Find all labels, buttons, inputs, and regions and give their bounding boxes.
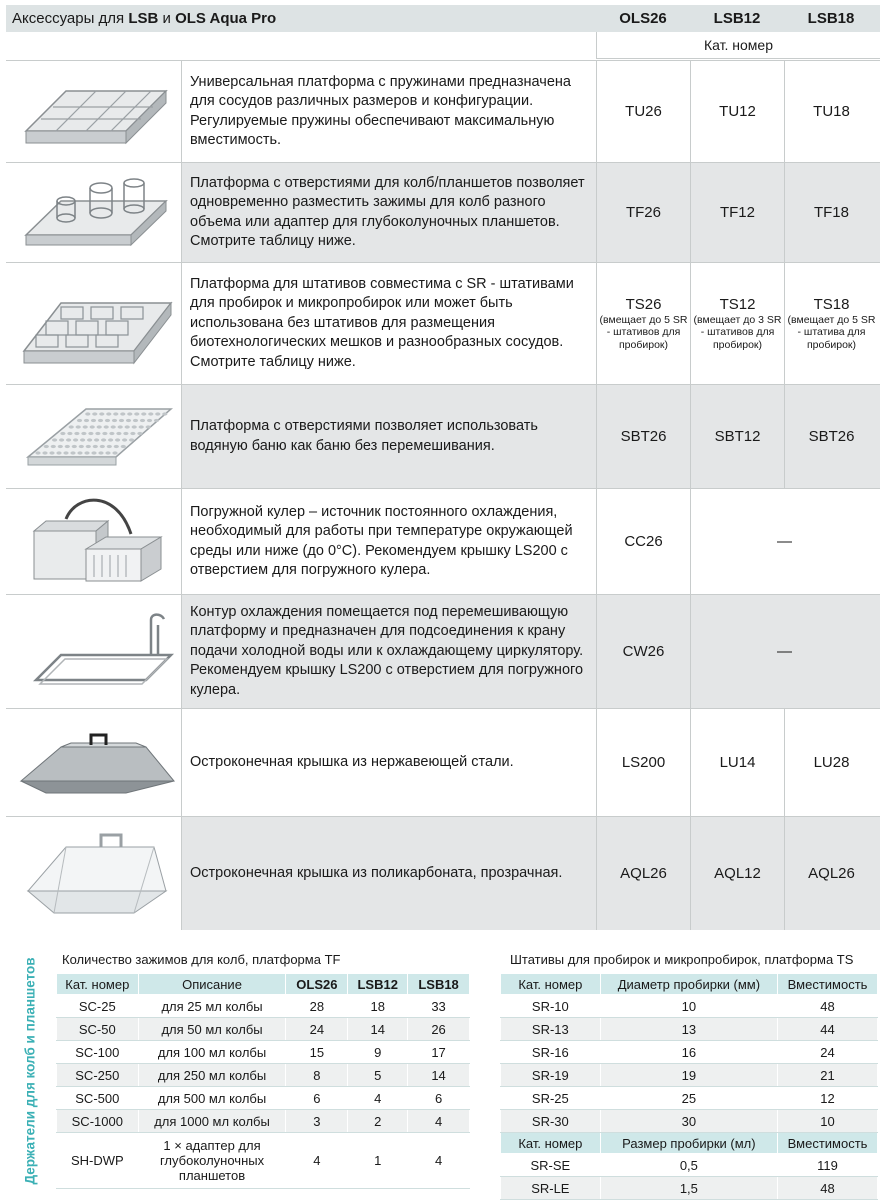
tray-hole: [137, 432, 142, 435]
tray-hole: [119, 419, 124, 422]
table-header-row: [57, 974, 470, 995]
tray-hole: [111, 425, 116, 428]
table-row: [57, 1087, 470, 1110]
tray-hole: [120, 412, 125, 415]
tray-hole: [91, 451, 96, 454]
tray-hole: [69, 425, 74, 428]
column-header: OLS26: [286, 974, 348, 995]
table-cell: для 50 мл колбы: [138, 1018, 286, 1041]
tray-hole: [98, 419, 103, 422]
tray-hole: [115, 438, 120, 441]
table-cell: 17: [408, 1041, 470, 1064]
tray-hole: [116, 432, 121, 435]
tray-hole: [59, 438, 64, 441]
table-cell: 12: [778, 1087, 878, 1110]
tray-hole: [88, 432, 93, 435]
accessory-description: Погружной кулер – источник постоянного охлаждения, необходимый для работы при температуре окружающей среды или ниже (до 0°C). Рекомендуем крышку LS200 с отверстием для погружного кулера.: [190, 503, 573, 578]
column-header: Вместимость: [778, 1133, 878, 1154]
code-lsb12: AQL12: [690, 817, 784, 930]
accessory-description: Контур охлаждения помещается под перемешивающую платформу и предназначен для подсоединения к крану подачи холодной воды или к охлаждающему циркулятору. Рекомендуем крышку LS200 с отверстием для погружного кулера.: [190, 603, 584, 698]
tray-hole: [77, 451, 82, 454]
immersion-cooler-image: [6, 489, 182, 594]
column-header: LSB18: [408, 974, 470, 995]
tray-hole: [83, 425, 88, 428]
tray-hole: [113, 412, 118, 415]
tray-hole: [147, 419, 152, 422]
column-header: Кат. номер: [501, 974, 601, 995]
tray-hole: [123, 432, 128, 435]
table-cell: для 250 мл колбы: [138, 1064, 286, 1087]
table-cell: 33: [408, 995, 470, 1018]
tray-hole: [81, 432, 86, 435]
table-row: [501, 1177, 878, 1200]
table-row: [57, 1018, 470, 1041]
column-header-lsb18: LSB18: [807, 10, 855, 27]
code-not-available: —: [690, 489, 878, 594]
accessory-description: Платформа для штативов совместима с SR - штативами для пробирок и микропробирок или может быть использована без штативов для размещения биотехнологических мешков и разнообразных сосудов. Смотрите таблицу ниже.: [190, 275, 574, 370]
table-cell: SH-DWP: [57, 1133, 139, 1189]
code-ols26: CW26: [596, 595, 690, 708]
column-header: Диаметр пробирки (мм): [600, 974, 777, 995]
tray-hole: [35, 451, 40, 454]
tray-hole: [141, 412, 146, 415]
tray-hole: [65, 445, 70, 448]
table-cell: SR-LE: [501, 1177, 601, 1200]
table-header-row: [501, 1133, 878, 1154]
accessory-row-ls: [6, 708, 880, 816]
tray-hole: [44, 445, 49, 448]
accessory-description: Платформа с отверстиями для колб/планшетов позволяет одновременно разместить зажимы для колб разного объема или адаптер для глубоколуночных планшетов. Смотрите таблицу ниже.: [190, 174, 585, 249]
tray-hole: [85, 412, 90, 415]
tray-hole: [101, 438, 106, 441]
table-cell: 1: [348, 1133, 408, 1189]
tray-hole: [118, 425, 123, 428]
flask-clamp-table: [56, 973, 470, 1189]
table-cell: SR-19: [501, 1064, 601, 1087]
table-row: [501, 1064, 878, 1087]
steel-lid-image: [6, 709, 182, 816]
accessory-row-tu: [6, 60, 880, 162]
table-cell: 8: [286, 1064, 348, 1087]
tray-hole: [72, 445, 77, 448]
table-cell: 0,5: [600, 1154, 777, 1177]
table-cell: 1 × адаптер для глубоколуночных планшетов: [138, 1133, 286, 1189]
cooling-coil-image: [6, 595, 182, 708]
table-cell: 1,5: [600, 1177, 777, 1200]
table-cell: 44: [778, 1018, 878, 1041]
table-row: [57, 995, 470, 1018]
tray-hole: [148, 412, 153, 415]
column-header: Кат. номер: [57, 974, 139, 995]
polycarbonate-lid-image: [6, 817, 182, 930]
code-not-available: —: [690, 595, 878, 708]
table-header: [6, 5, 880, 32]
table-cell: 24: [778, 1041, 878, 1064]
table-cell: SR-10: [501, 995, 601, 1018]
table-cell: 19: [600, 1064, 777, 1087]
tray-hole: [132, 425, 137, 428]
tray-hole: [155, 412, 160, 415]
accessory-row-sbt: [6, 384, 880, 488]
table-cell: для 1000 мл колбы: [138, 1110, 286, 1133]
table-cell: 9: [348, 1041, 408, 1064]
table-cell: для 100 мл колбы: [138, 1041, 286, 1064]
code-lsb18: TF18: [784, 163, 878, 262]
tray-hole: [60, 432, 65, 435]
flask-platform-image: [6, 163, 182, 262]
table-row: [501, 1110, 878, 1133]
tray-hole: [121, 445, 126, 448]
table-cell: SC-50: [57, 1018, 139, 1041]
code-lsb18: TU18: [784, 61, 878, 162]
table-cell: SR-16: [501, 1041, 601, 1064]
tray-hole: [127, 412, 132, 415]
catalog-number-label: Кат. номер: [596, 32, 880, 59]
tray-hole: [63, 451, 68, 454]
table-cell: 26: [408, 1018, 470, 1041]
table-cell: SC-25: [57, 995, 139, 1018]
table-cell: 4: [408, 1110, 470, 1133]
table-cell: SR-SE: [501, 1154, 601, 1177]
accessory-description: Остроконечная крышка из нержавеющей стали.: [190, 753, 514, 770]
tray-hole: [94, 438, 99, 441]
column-header: Вместимость: [778, 974, 878, 995]
tray-hole: [104, 425, 109, 428]
rack-platform-image: [6, 263, 182, 384]
accessory-row-tf: [6, 162, 880, 262]
table-cell: 2: [348, 1110, 408, 1133]
code-ols26: TS26 (вмещает до 5 SR - штативов для пробирок): [596, 263, 690, 384]
tray-hole: [129, 438, 134, 441]
table-row: [501, 1087, 878, 1110]
table-cell: 4: [286, 1133, 348, 1189]
code-lsb12: LU14: [690, 709, 784, 816]
tray-hole: [76, 425, 81, 428]
table-cell: 5: [348, 1064, 408, 1087]
tray-hole: [92, 412, 97, 415]
code-ols26: TF26: [596, 163, 690, 262]
accessory-row-aql: [6, 816, 880, 930]
table-cell: 21: [778, 1064, 878, 1087]
code-lsb12: SBT12: [690, 385, 784, 488]
column-header: Размер пробирки (мл): [600, 1133, 777, 1154]
tray-hole: [67, 432, 72, 435]
tray-hole: [84, 419, 89, 422]
column-header-ols26: OLS26: [619, 10, 667, 27]
code-ols26: TU26: [596, 61, 690, 162]
tray-hole: [66, 438, 71, 441]
tray-hole: [49, 451, 54, 454]
tray-hole: [98, 451, 103, 454]
table-cell: 4: [348, 1087, 408, 1110]
tray-hole: [112, 451, 117, 454]
table-cell: 15: [286, 1041, 348, 1064]
table-cell: для 500 мл колбы: [138, 1087, 286, 1110]
column-header: Описание: [138, 974, 286, 995]
rack-table: [500, 973, 878, 1200]
tray-hole: [112, 419, 117, 422]
flask-table-subtitle: Количество зажимов для колб, платформа TF: [62, 952, 341, 967]
table-cell: 24: [286, 1018, 348, 1041]
column-header: LSB12: [348, 974, 408, 995]
code-ols26: SBT26: [596, 385, 690, 488]
code-lsb18: AQL26: [784, 817, 878, 930]
tray-hole: [130, 432, 135, 435]
table-cell: SR-30: [501, 1110, 601, 1133]
tray-hole: [77, 419, 82, 422]
tray-hole: [80, 438, 85, 441]
tray-hole: [106, 412, 111, 415]
tray-hole: [105, 419, 110, 422]
tray-hole: [140, 419, 145, 422]
tray-hole: [52, 438, 57, 441]
table-row: [57, 1064, 470, 1087]
side-label: Держатели для колб и планшетов: [14, 946, 46, 1196]
tray-hole: [125, 425, 130, 428]
code-ols26: CC26: [596, 489, 690, 594]
tray-hole: [102, 432, 107, 435]
table-row: [501, 1018, 878, 1041]
tray-hole: [139, 425, 144, 428]
tray-hole: [154, 419, 159, 422]
table-row: [57, 1110, 470, 1133]
spring-platform-image: [6, 61, 182, 162]
tray-hole: [70, 451, 75, 454]
table-cell: 48: [778, 995, 878, 1018]
code-ols26: AQL26: [596, 817, 690, 930]
table-header-row: [501, 974, 878, 995]
tray-hole: [105, 451, 110, 454]
tray-hole: [146, 425, 151, 428]
tray-hole: [51, 445, 56, 448]
table-cell: 6: [286, 1087, 348, 1110]
table-row: [57, 1041, 470, 1064]
tray-hole: [114, 445, 119, 448]
code-lsb12: TU12: [690, 61, 784, 162]
table-cell: SC-250: [57, 1064, 139, 1087]
table-cell: 119: [778, 1154, 878, 1177]
table-cell: 25: [600, 1087, 777, 1110]
table-cell: SR-25: [501, 1087, 601, 1110]
tray-hole: [134, 412, 139, 415]
tray-hole: [97, 425, 102, 428]
table-cell: SC-100: [57, 1041, 139, 1064]
tray-hole: [73, 438, 78, 441]
table-cell: 48: [778, 1177, 878, 1200]
accessory-description: Остроконечная крышка из поликарбоната, прозрачная.: [190, 864, 563, 881]
table-cell: SR-13: [501, 1018, 601, 1041]
table-cell: 14: [408, 1064, 470, 1087]
code-lsb18: SBT26: [784, 385, 878, 488]
tray-hole: [95, 432, 100, 435]
tray-hole: [79, 445, 84, 448]
tray-hole: [58, 445, 63, 448]
table-cell: 30: [600, 1110, 777, 1133]
table-cell: 3: [286, 1110, 348, 1133]
code-ols26: LS200: [596, 709, 690, 816]
tray-hole: [162, 412, 167, 415]
table-row: [501, 1041, 878, 1064]
tray-hole: [133, 419, 138, 422]
accessory-row-cw: [6, 594, 880, 708]
tray-hole: [86, 445, 91, 448]
table-cell: SC-500: [57, 1087, 139, 1110]
table-cell: 28: [286, 995, 348, 1018]
rack-table-subtitle: Штативы для пробирок и микропробирок, платформа TS: [510, 952, 854, 967]
code-lsb18: LU28: [784, 709, 878, 816]
tray-hole: [99, 412, 104, 415]
tray-hole: [108, 438, 113, 441]
table-cell: 4: [408, 1133, 470, 1189]
tray-hole: [107, 445, 112, 448]
tray-hole: [100, 445, 105, 448]
table-cell: 10: [600, 995, 777, 1018]
perforated-tray-image: [6, 385, 182, 488]
tray-hole: [74, 432, 79, 435]
code-lsb12: TS12 (вмещает до 3 SR - штативов для пробирок): [690, 263, 784, 384]
table-cell: 6: [408, 1087, 470, 1110]
table-row: [501, 995, 878, 1018]
tray-hole: [84, 451, 89, 454]
accessory-row-ts: [6, 262, 880, 384]
column-header: Кат. номер: [501, 1133, 601, 1154]
tray-hole: [126, 419, 131, 422]
accessory-description: Универсальная платформа с пружинами предназначена для сосудов различных размеров и конфигурации. Регулируемые пружины обеспечивают максимальную вместимость.: [190, 73, 571, 148]
table-row: [501, 1154, 878, 1177]
table-title: Аксессуары для LSB и OLS Aqua Pro: [12, 10, 277, 27]
accessory-row-cc: [6, 488, 880, 594]
code-lsb12: TF12: [690, 163, 784, 262]
tray-hole: [42, 451, 47, 454]
tray-hole: [87, 438, 92, 441]
tray-hole: [109, 432, 114, 435]
table-cell: 18: [348, 995, 408, 1018]
tray-hole: [91, 419, 96, 422]
table-row: [57, 1133, 470, 1189]
table-cell: 10: [778, 1110, 878, 1133]
tray-hole: [93, 445, 98, 448]
tray-hole: [56, 451, 61, 454]
code-lsb18: TS18 (вмещает до 5 SR - штатива для пробирок): [784, 263, 878, 384]
accessory-description: Платформа с отверстиями позволяет использовать водяную баню как баню без перемешивания.: [190, 418, 538, 454]
table-cell: для 25 мл колбы: [138, 995, 286, 1018]
table-cell: 13: [600, 1018, 777, 1041]
table-cell: 14: [348, 1018, 408, 1041]
table-cell: SC-1000: [57, 1110, 139, 1133]
tray-hole: [90, 425, 95, 428]
table-cell: 16: [600, 1041, 777, 1064]
tray-hole: [122, 438, 127, 441]
column-header-lsb12: LSB12: [713, 10, 761, 27]
